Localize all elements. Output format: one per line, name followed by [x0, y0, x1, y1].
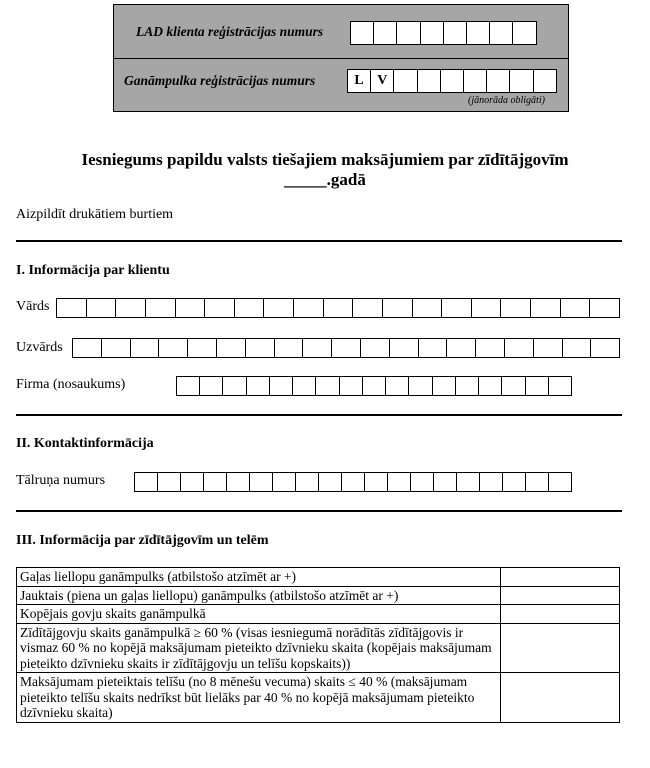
registration-cell[interactable]: V: [371, 70, 394, 92]
letter-cell[interactable]: [294, 299, 324, 317]
letter-cell[interactable]: [479, 377, 502, 395]
table-row: [17, 623, 620, 673]
letter-cell[interactable]: [205, 299, 235, 317]
letter-cell[interactable]: [131, 339, 160, 357]
letter-cell[interactable]: [135, 473, 158, 491]
letter-cell[interactable]: [332, 339, 361, 357]
row-value-field[interactable]: [501, 673, 620, 723]
form-title-line1: Iesniegums papildu valsts tiešajiem maksājumiem par zīdītājgovīm: [81, 150, 569, 169]
row-value-field[interactable]: [501, 568, 620, 587]
letter-cell[interactable]: [456, 377, 479, 395]
letter-cell[interactable]: [383, 299, 413, 317]
registration-note: (jānorāda obligāti): [468, 95, 545, 106]
letter-cell[interactable]: [324, 299, 354, 317]
letter-cell[interactable]: [386, 377, 409, 395]
letter-cell[interactable]: [316, 377, 339, 395]
registration-cell[interactable]: [394, 70, 417, 92]
company-label: Firma (nosaukums): [16, 377, 126, 392]
letter-cell[interactable]: [319, 473, 342, 491]
letter-cell[interactable]: [561, 299, 591, 317]
letter-cell[interactable]: [365, 473, 388, 491]
letter-cell[interactable]: [457, 473, 480, 491]
client-registration-label: LAD klienta reģistrācijas numurs: [136, 24, 324, 39]
letter-cell[interactable]: [591, 339, 620, 357]
section3-heading: III. Informācija par zīdītājgovīm un telēm: [16, 533, 269, 548]
letter-cell[interactable]: [275, 339, 304, 357]
letter-cell[interactable]: [188, 339, 217, 357]
letter-cell[interactable]: [250, 473, 273, 491]
letter-cell[interactable]: [264, 299, 294, 317]
letter-cell[interactable]: [447, 339, 476, 357]
letter-cell[interactable]: [273, 473, 296, 491]
letter-cell[interactable]: [501, 299, 531, 317]
surname-label: Uzvārds: [16, 340, 63, 355]
letter-cell[interactable]: [296, 473, 319, 491]
registration-cell[interactable]: [397, 22, 420, 44]
form-title-line2: _____.gadā: [284, 170, 366, 189]
registration-cell[interactable]: [510, 70, 533, 92]
letter-cell[interactable]: [87, 299, 117, 317]
row-description: Zīdītājgovju skaits ganāmpulkā ≥ 60 % (visas iesniegumā norādītās zīdītājgovis ir vismaz 60 % no kopējā maksājumam pieteikto dzīvnieku skaita (kopējais maksājumam pieteikto dzīvnieku skaits ir zīdītājgovju un telīšu kopskaits)): [17, 623, 501, 673]
letter-cell[interactable]: [247, 377, 270, 395]
herd-registration-cells[interactable]: [347, 69, 557, 93]
letter-cell[interactable]: [388, 473, 411, 491]
divider-3: [16, 510, 622, 512]
table-row: [17, 673, 620, 723]
letter-cell[interactable]: [549, 473, 572, 491]
letter-cell[interactable]: [419, 339, 448, 357]
registration-cell[interactable]: [487, 70, 510, 92]
company-input-cells[interactable]: [176, 376, 572, 396]
letter-cell[interactable]: [411, 473, 434, 491]
registration-cell[interactable]: [490, 22, 513, 44]
letter-cell[interactable]: [73, 339, 102, 357]
letter-cell[interactable]: [217, 339, 246, 357]
letter-cell[interactable]: [390, 339, 419, 357]
letter-cell[interactable]: [526, 473, 549, 491]
row-value-field[interactable]: [501, 605, 620, 624]
letter-cell[interactable]: [526, 377, 549, 395]
letter-cell[interactable]: [353, 299, 383, 317]
row-description: Kopējais govju skaits ganāmpulkā: [17, 605, 501, 624]
name-label: Vārds: [16, 299, 50, 314]
letter-cell[interactable]: [531, 299, 561, 317]
letter-cell[interactable]: [235, 299, 265, 317]
name-input-cells[interactable]: [56, 298, 620, 318]
letter-cell[interactable]: [181, 473, 204, 491]
letter-cell[interactable]: [293, 377, 316, 395]
letter-cell[interactable]: [342, 473, 365, 491]
row-description: Gaļas liellopu ganāmpulks (atbilstošo atzīmēt ar +): [17, 568, 501, 587]
letter-cell[interactable]: [102, 339, 131, 357]
letter-cell[interactable]: [534, 339, 563, 357]
letter-cell[interactable]: [413, 299, 443, 317]
letter-cell[interactable]: [176, 299, 206, 317]
registration-cell[interactable]: [421, 22, 444, 44]
letter-cell[interactable]: [227, 473, 250, 491]
letter-cell[interactable]: [409, 377, 432, 395]
section2-heading: II. Kontaktinformācija: [16, 436, 154, 451]
client-registration-cells[interactable]: [350, 21, 537, 45]
section1-heading: I. Informācija par klientu: [16, 263, 170, 278]
registration-cell[interactable]: [534, 70, 557, 92]
letter-cell[interactable]: [270, 377, 293, 395]
letter-cell[interactable]: [433, 377, 456, 395]
registration-cell[interactable]: [513, 22, 536, 44]
phone-input-cells[interactable]: [134, 472, 572, 492]
divider-2: [16, 414, 622, 416]
phone-label: Tālruņa numurs: [16, 473, 106, 488]
letter-cell[interactable]: [472, 299, 502, 317]
registration-cell[interactable]: [374, 22, 397, 44]
herd-registration-label: Ganāmpulka reģistrācijas numurs: [124, 73, 316, 88]
letter-cell[interactable]: [505, 339, 534, 357]
registration-box: [113, 4, 569, 112]
table-row: [17, 568, 620, 587]
letter-cell[interactable]: [340, 377, 363, 395]
letter-cell[interactable]: [442, 299, 472, 317]
instruction-text: Aizpildīt drukātiem burtiem: [16, 207, 174, 222]
letter-cell[interactable]: [502, 377, 525, 395]
letter-cell[interactable]: [503, 473, 526, 491]
registration-cell[interactable]: [467, 22, 490, 44]
letter-cell[interactable]: [116, 299, 146, 317]
letter-cell[interactable]: [57, 299, 87, 317]
letter-cell[interactable]: [246, 339, 275, 357]
letter-cell[interactable]: [146, 299, 176, 317]
registration-cell[interactable]: [418, 70, 441, 92]
surname-input-cells[interactable]: [72, 338, 620, 358]
letter-cell[interactable]: [158, 473, 181, 491]
row-value-field[interactable]: [501, 623, 620, 673]
letter-cell[interactable]: [590, 299, 620, 317]
letter-cell[interactable]: [159, 339, 188, 357]
letter-cell[interactable]: [303, 339, 332, 357]
row-value-field[interactable]: [501, 586, 620, 605]
letter-cell[interactable]: [480, 473, 503, 491]
registration-cell[interactable]: [464, 70, 487, 92]
letter-cell[interactable]: [361, 339, 390, 357]
letter-cell[interactable]: [363, 377, 386, 395]
letter-cell[interactable]: [434, 473, 457, 491]
registration-cell[interactable]: [444, 22, 467, 44]
row-description: Jauktais (piena un gaļas liellopu) ganāmpulks (atbilstošo atzīmēt ar +): [17, 586, 501, 605]
registration-cell[interactable]: [441, 70, 464, 92]
registration-cell[interactable]: [351, 22, 374, 44]
letter-cell[interactable]: [223, 377, 246, 395]
letter-cell[interactable]: [563, 339, 592, 357]
letter-cell[interactable]: [177, 377, 200, 395]
table-row: [17, 605, 620, 624]
letter-cell[interactable]: [476, 339, 505, 357]
herd-info-table: [16, 567, 620, 723]
letter-cell[interactable]: [549, 377, 572, 395]
registration-cell[interactable]: L: [348, 70, 371, 92]
registration-divider: [114, 58, 568, 59]
table-row: [17, 586, 620, 605]
row-description: Maksājumam pieteiktais telīšu (no 8 mēnešu vecuma) skaits ≤ 40 % (maksājumam pieteikto telīšu skaits nedrīkst būt lielāks par 40 % no kopējā maksājumam pieteikto dzīvnieku skaita): [17, 673, 501, 723]
letter-cell[interactable]: [200, 377, 223, 395]
letter-cell[interactable]: [204, 473, 227, 491]
divider-1: [16, 240, 622, 242]
